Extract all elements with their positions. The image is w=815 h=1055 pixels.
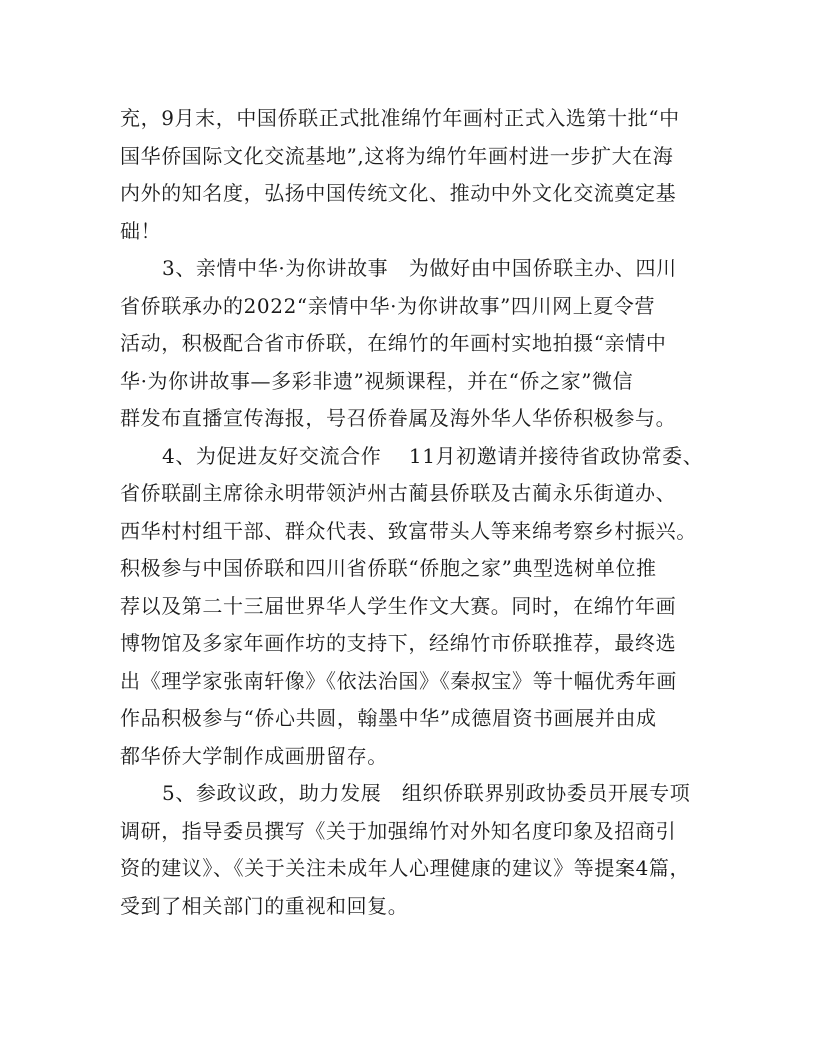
paragraph-line: 作品积极参与“侨心共圆，翰墨中华”成德眉资书画展并由成	[120, 706, 657, 730]
paragraph-item-3	[120, 250, 705, 438]
paragraph-line: 受到了相关部门的重视和回复。	[120, 893, 409, 918]
paragraph-line: 西华村村组干部、群众代表、致富带头人等来绵考察乡村振兴。	[120, 518, 697, 543]
paragraph-intro-continued	[120, 100, 705, 250]
paragraph-item-5	[120, 775, 705, 925]
paragraph-line: 积极参与中国侨联和四川省侨联“侨胞之家”典型选树单位推	[120, 556, 657, 580]
paragraph-line: 活动，积极配合省市侨联，在绵竹的年画村实地拍摄“亲情中	[120, 331, 667, 355]
paragraph-line: 都华侨大学制作成画册留存。	[120, 743, 388, 768]
paragraph-line: 充，9月末，中国侨联正式批准绵竹年画村正式入选第十批“中	[120, 106, 680, 130]
document-body	[120, 100, 705, 925]
paragraph-line: 内外的知名度，弘扬中国传统文化、推动中外文化交流奠定基	[120, 181, 677, 205]
paragraph-line: 华·为你讲故事—多彩非遗”视频课程，并在“侨之家”微信	[120, 368, 634, 393]
paragraph-line: 国华侨国际文化交流基地”,这将为绵竹年画村进一步扩大在海	[120, 143, 674, 168]
paragraph-line: 础！	[120, 218, 162, 243]
paragraph-line: 群发布直播宣传海报，号召侨眷属及海外华人华侨积极参与。	[120, 406, 677, 430]
paragraph-line: 省侨联承办的2022“亲情中华·为你讲故事”四川网上夏令营	[120, 293, 656, 318]
paragraph-line: 荐以及第二十三届世界华人学生作文大赛。同时，在绵竹年画	[120, 593, 677, 618]
paragraph-line: 出《理学家张南轩像》《依法治国》《秦叔宝》等十幅优秀年画	[120, 668, 677, 693]
paragraph-line: 省侨联副主席徐永明带领泸州古蔺县侨联及古蔺永乐街道办、	[120, 481, 677, 505]
paragraph-item-4	[120, 438, 705, 776]
paragraph-line: 3、亲情中华·为你讲故事 为做好由中国侨联主办、四川	[162, 256, 677, 280]
paragraph-line: 5、参政议政，助力发展 组织侨联界别政协委员开展专项	[162, 781, 691, 805]
paragraph-line: 资的建议》、《关于关注未成年人心理健康的建议》等提案4篇，	[120, 856, 691, 880]
paragraph-line: 博物馆及多家年画作坊的支持下，经绵竹市侨联推荐，最终选	[120, 631, 677, 655]
paragraph-line: 4、为促进友好交流合作 11月初邀请并接待省政协常委、	[162, 443, 704, 468]
paragraph-line: 调研，指导委员撰写《关于加强绵竹对外知名度印象及招商引	[120, 818, 677, 843]
